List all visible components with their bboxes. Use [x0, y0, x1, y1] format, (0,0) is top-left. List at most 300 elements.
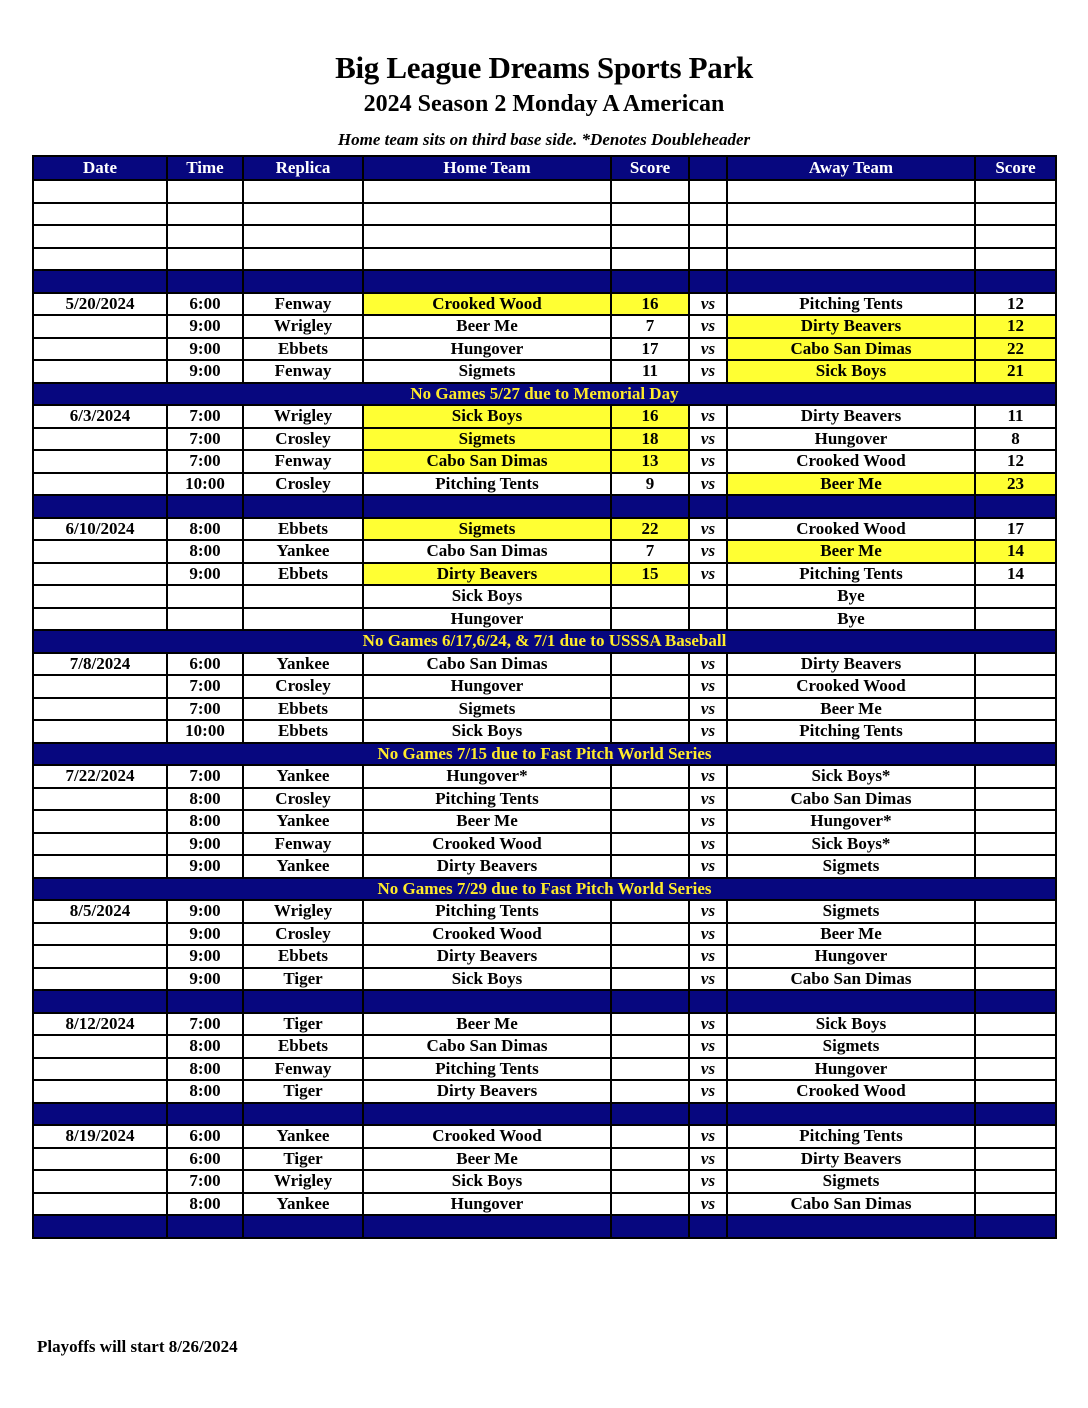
date-cell [33, 180, 167, 203]
separator-cell [33, 270, 167, 293]
header-row [33, 156, 1056, 180]
separator-cell [363, 1215, 611, 1238]
time-cell: 9:00 [167, 563, 243, 586]
home-team-cell [363, 203, 611, 226]
vs-cell: vs [689, 450, 727, 473]
time-cell [167, 608, 243, 631]
vs-cell: vs [689, 923, 727, 946]
time-cell: 8:00 [167, 810, 243, 833]
away-team-cell: Crooked Wood [727, 1080, 975, 1103]
vs-cell: vs [689, 1013, 727, 1036]
away-team-cell: Sigmets [727, 1170, 975, 1193]
home-score-cell [611, 765, 689, 788]
vs-cell: vs [689, 360, 727, 383]
away-score-cell [975, 180, 1056, 203]
replica-cell: Wrigley [243, 1170, 363, 1193]
away-score-cell: 17 [975, 518, 1056, 541]
game-row [33, 788, 1056, 811]
separator-cell [611, 990, 689, 1013]
separator-cell [975, 270, 1056, 293]
away-team-cell: Beer Me [727, 540, 975, 563]
away-team-cell: Dirty Beavers [727, 315, 975, 338]
away-team-cell [727, 180, 975, 203]
away-score-cell: 12 [975, 450, 1056, 473]
home-score-cell [611, 1170, 689, 1193]
away-team-cell: Dirty Beavers [727, 1148, 975, 1171]
away-team-cell: Beer Me [727, 698, 975, 721]
game-row [33, 1058, 1056, 1081]
vs-cell [689, 225, 727, 248]
home-score-cell [611, 945, 689, 968]
vs-cell: vs [689, 1035, 727, 1058]
away-score-cell: 12 [975, 293, 1056, 316]
vs-cell: vs [689, 428, 727, 451]
separator-cell [975, 1215, 1056, 1238]
time-cell: 8:00 [167, 788, 243, 811]
separator-cell [689, 270, 727, 293]
game-row [33, 1170, 1056, 1193]
home-team-cell: Pitching Tents [363, 900, 611, 923]
date-cell: 8/12/2024 [33, 1013, 167, 1036]
away-team-cell: Cabo San Dimas [727, 338, 975, 361]
separator-cell [33, 1215, 167, 1238]
away-score-cell [975, 923, 1056, 946]
bye-row [33, 608, 1056, 631]
time-cell: 7:00 [167, 1013, 243, 1036]
game-row [33, 360, 1056, 383]
home-team-cell: Dirty Beavers [363, 1080, 611, 1103]
separator-cell [975, 495, 1056, 518]
home-team-cell: Dirty Beavers [363, 945, 611, 968]
replica-cell: Yankee [243, 810, 363, 833]
vs-cell: vs [689, 1148, 727, 1171]
replica-cell: Fenway [243, 293, 363, 316]
date-cell: 7/8/2024 [33, 653, 167, 676]
game-row [33, 1035, 1056, 1058]
away-score-cell: 14 [975, 540, 1056, 563]
home-score-cell: 15 [611, 563, 689, 586]
date-cell [33, 810, 167, 833]
time-cell: 9:00 [167, 360, 243, 383]
separator-cell [33, 1103, 167, 1126]
replica-cell [243, 248, 363, 271]
separator-cell [727, 270, 975, 293]
away-score-cell [975, 855, 1056, 878]
col-header-date: Date [33, 156, 167, 180]
home-score-cell: 7 [611, 540, 689, 563]
away-score-cell [975, 1035, 1056, 1058]
home-team-cell: Cabo San Dimas [363, 1035, 611, 1058]
date-cell [33, 1193, 167, 1216]
col-header-home-team: Home Team [363, 156, 611, 180]
vs-cell: vs [689, 540, 727, 563]
home-team-cell: Crooked Wood [363, 1125, 611, 1148]
vs-cell: vs [689, 675, 727, 698]
date-cell: 5/20/2024 [33, 293, 167, 316]
replica-cell: Yankee [243, 1193, 363, 1216]
away-score-cell [975, 1148, 1056, 1171]
away-team-cell: Cabo San Dimas [727, 968, 975, 991]
separator-cell [727, 1103, 975, 1126]
date-cell [33, 450, 167, 473]
home-team-cell: Beer Me [363, 810, 611, 833]
date-cell [33, 338, 167, 361]
vs-cell: vs [689, 405, 727, 428]
home-team-cell: Sick Boys [363, 585, 611, 608]
time-cell: 9:00 [167, 968, 243, 991]
vs-cell: vs [689, 338, 727, 361]
replica-cell: Ebbets [243, 720, 363, 743]
date-cell [33, 585, 167, 608]
away-score-cell: 8 [975, 428, 1056, 451]
replica-cell: Tiger [243, 1013, 363, 1036]
separator-row [33, 495, 1056, 518]
banner-row [33, 878, 1056, 901]
home-team-cell: Hungover [363, 1193, 611, 1216]
game-row [33, 1193, 1056, 1216]
game-row [33, 563, 1056, 586]
col-header-home-score: Score [611, 156, 689, 180]
away-team-cell [727, 203, 975, 226]
replica-cell: Wrigley [243, 900, 363, 923]
away-score-cell [975, 1193, 1056, 1216]
away-team-cell: Bye [727, 608, 975, 631]
away-team-cell: Beer Me [727, 923, 975, 946]
home-score-cell [611, 1125, 689, 1148]
home-score-cell: 9 [611, 473, 689, 496]
game-row [33, 315, 1056, 338]
game-row [33, 833, 1056, 856]
vs-cell: vs [689, 1193, 727, 1216]
replica-cell: Yankee [243, 653, 363, 676]
game-row [33, 473, 1056, 496]
home-team-cell: Sick Boys [363, 720, 611, 743]
vs-cell [689, 203, 727, 226]
replica-cell [243, 180, 363, 203]
home-score-cell: 7 [611, 315, 689, 338]
col-header-vs [689, 156, 727, 180]
home-team-cell: Beer Me [363, 315, 611, 338]
away-team-cell: Cabo San Dimas [727, 788, 975, 811]
home-score-cell: 16 [611, 405, 689, 428]
away-score-cell [975, 810, 1056, 833]
replica-cell: Ebbets [243, 698, 363, 721]
vs-cell: vs [689, 698, 727, 721]
replica-cell: Ebbets [243, 563, 363, 586]
separator-cell [611, 270, 689, 293]
vs-cell: vs [689, 315, 727, 338]
date-cell [33, 788, 167, 811]
game-row [33, 1148, 1056, 1171]
replica-cell [243, 203, 363, 226]
game-row [33, 968, 1056, 991]
home-score-cell [611, 698, 689, 721]
home-score-cell [611, 1058, 689, 1081]
date-cell [33, 315, 167, 338]
time-cell: 6:00 [167, 293, 243, 316]
away-score-cell [975, 1058, 1056, 1081]
replica-cell: Yankee [243, 765, 363, 788]
away-score-cell [975, 203, 1056, 226]
away-score-cell [975, 720, 1056, 743]
vs-cell: vs [689, 833, 727, 856]
vs-cell: vs [689, 563, 727, 586]
banner-text: No Games 7/15 due to Fast Pitch World Series [33, 743, 1056, 766]
date-cell [33, 248, 167, 271]
away-team-cell: Sigmets [727, 855, 975, 878]
col-header-away-team: Away Team [727, 156, 975, 180]
col-header-replica: Replica [243, 156, 363, 180]
away-score-cell [975, 1170, 1056, 1193]
vs-cell: vs [689, 1125, 727, 1148]
away-score-cell [975, 945, 1056, 968]
away-team-cell: Hungover* [727, 810, 975, 833]
time-cell: 10:00 [167, 720, 243, 743]
replica-cell: Fenway [243, 833, 363, 856]
away-score-cell [975, 248, 1056, 271]
date-cell [33, 923, 167, 946]
time-cell: 8:00 [167, 1080, 243, 1103]
date-cell [33, 473, 167, 496]
home-team-cell: Pitching Tents [363, 473, 611, 496]
game-row [33, 338, 1056, 361]
separator-cell [975, 990, 1056, 1013]
away-team-cell: Pitching Tents [727, 293, 975, 316]
home-score-cell: 22 [611, 518, 689, 541]
away-score-cell [975, 675, 1056, 698]
separator-cell [689, 1103, 727, 1126]
game-row [33, 1080, 1056, 1103]
home-score-cell [611, 923, 689, 946]
away-team-cell: Beer Me [727, 473, 975, 496]
separator-row [33, 990, 1056, 1013]
home-score-cell: 16 [611, 293, 689, 316]
vs-cell: vs [689, 810, 727, 833]
home-team-cell: Pitching Tents [363, 1058, 611, 1081]
replica-cell: Ebbets [243, 945, 363, 968]
date-cell [33, 855, 167, 878]
replica-cell [243, 585, 363, 608]
home-score-cell [611, 585, 689, 608]
page-title: Big League Dreams Sports Park [335, 50, 753, 85]
away-score-cell [975, 608, 1056, 631]
date-cell [33, 360, 167, 383]
away-score-cell: 11 [975, 405, 1056, 428]
away-score-cell [975, 833, 1056, 856]
vs-cell [689, 248, 727, 271]
vs-cell: vs [689, 473, 727, 496]
date-cell [33, 608, 167, 631]
game-row [33, 1013, 1056, 1036]
time-cell: 7:00 [167, 698, 243, 721]
time-cell: 6:00 [167, 653, 243, 676]
time-cell [167, 180, 243, 203]
replica-cell [243, 608, 363, 631]
vs-cell [689, 180, 727, 203]
vs-cell: vs [689, 293, 727, 316]
blank-row [33, 203, 1056, 226]
time-cell: 9:00 [167, 833, 243, 856]
game-row [33, 765, 1056, 788]
date-cell [33, 1170, 167, 1193]
vs-cell: vs [689, 788, 727, 811]
home-team-cell: Sick Boys [363, 405, 611, 428]
time-cell: 9:00 [167, 855, 243, 878]
home-score-cell [611, 180, 689, 203]
away-score-cell [975, 1080, 1056, 1103]
away-team-cell: Pitching Tents [727, 563, 975, 586]
vs-cell: vs [689, 855, 727, 878]
home-score-cell: 18 [611, 428, 689, 451]
home-team-cell: Dirty Beavers [363, 855, 611, 878]
home-score-cell [611, 788, 689, 811]
banner-text: No Games 7/29 due to Fast Pitch World Series [33, 878, 1056, 901]
time-cell: 9:00 [167, 945, 243, 968]
time-cell [167, 248, 243, 271]
separator-cell [363, 495, 611, 518]
away-team-cell: Sick Boys* [727, 833, 975, 856]
home-team-cell: Cabo San Dimas [363, 653, 611, 676]
date-cell [33, 945, 167, 968]
separator-cell [689, 990, 727, 1013]
away-team-cell: Dirty Beavers [727, 405, 975, 428]
date-cell [33, 1058, 167, 1081]
time-cell: 6:00 [167, 1125, 243, 1148]
game-row [33, 900, 1056, 923]
date-cell: 6/10/2024 [33, 518, 167, 541]
home-score-cell [611, 248, 689, 271]
home-team-cell: Hungover* [363, 765, 611, 788]
separator-cell [243, 495, 363, 518]
away-team-cell: Hungover [727, 1058, 975, 1081]
date-cell [33, 1035, 167, 1058]
page-subtitle: 2024 Season 2 Monday A American [363, 91, 725, 117]
separator-cell [243, 1103, 363, 1126]
home-score-cell [611, 675, 689, 698]
home-team-cell: Dirty Beavers [363, 563, 611, 586]
away-team-cell: Sigmets [727, 1035, 975, 1058]
date-cell [33, 698, 167, 721]
vs-cell: vs [689, 720, 727, 743]
separator-row [33, 1215, 1056, 1238]
away-team-cell: Sick Boys [727, 360, 975, 383]
away-score-cell [975, 698, 1056, 721]
time-cell: 8:00 [167, 540, 243, 563]
replica-cell: Fenway [243, 450, 363, 473]
home-score-cell: 17 [611, 338, 689, 361]
date-cell [33, 675, 167, 698]
away-team-cell: Sigmets [727, 900, 975, 923]
game-row [33, 675, 1056, 698]
away-score-cell [975, 765, 1056, 788]
home-team-cell: Sick Boys [363, 968, 611, 991]
home-team-cell: Cabo San Dimas [363, 540, 611, 563]
separator-cell [727, 495, 975, 518]
replica-cell: Tiger [243, 1080, 363, 1103]
away-team-cell: Dirty Beavers [727, 653, 975, 676]
home-team-cell: Cabo San Dimas [363, 450, 611, 473]
time-cell [167, 585, 243, 608]
date-cell [33, 833, 167, 856]
game-row [33, 518, 1056, 541]
separator-cell [689, 495, 727, 518]
replica-cell: Crosley [243, 923, 363, 946]
date-cell: 7/22/2024 [33, 765, 167, 788]
home-score-cell [611, 1035, 689, 1058]
away-team-cell: Hungover [727, 945, 975, 968]
separator-cell [727, 990, 975, 1013]
separator-cell [611, 1215, 689, 1238]
vs-cell: vs [689, 518, 727, 541]
game-row [33, 405, 1056, 428]
home-score-cell [611, 608, 689, 631]
time-cell: 7:00 [167, 428, 243, 451]
separator-cell [363, 1103, 611, 1126]
game-row [33, 653, 1056, 676]
away-team-cell: Crooked Wood [727, 675, 975, 698]
away-team-cell: Bye [727, 585, 975, 608]
separator-row [33, 1103, 1056, 1126]
home-score-cell [611, 810, 689, 833]
away-team-cell: Cabo San Dimas [727, 1193, 975, 1216]
time-cell: 9:00 [167, 315, 243, 338]
replica-cell: Ebbets [243, 1035, 363, 1058]
vs-cell: vs [689, 900, 727, 923]
date-cell [33, 1080, 167, 1103]
separator-cell [363, 990, 611, 1013]
home-score-cell [611, 203, 689, 226]
blank-row [33, 180, 1056, 203]
game-row [33, 698, 1056, 721]
game-row [33, 540, 1056, 563]
separator-cell [33, 495, 167, 518]
home-score-cell [611, 1193, 689, 1216]
banner-row [33, 630, 1056, 653]
schedule-body [33, 180, 1056, 1238]
date-cell [33, 540, 167, 563]
vs-cell: vs [689, 968, 727, 991]
time-cell: 8:00 [167, 1035, 243, 1058]
banner-row [33, 383, 1056, 406]
home-team-cell: Hungover [363, 608, 611, 631]
home-team-cell: Crooked Wood [363, 833, 611, 856]
replica-cell: Fenway [243, 360, 363, 383]
separator-cell [243, 270, 363, 293]
home-team-cell: Crooked Wood [363, 293, 611, 316]
vs-cell: vs [689, 1170, 727, 1193]
home-team-cell: Sigmets [363, 518, 611, 541]
separator-row [33, 270, 1056, 293]
home-score-cell: 13 [611, 450, 689, 473]
replica-cell: Tiger [243, 968, 363, 991]
col-header-time: Time [167, 156, 243, 180]
col-header-away-score: Score [975, 156, 1056, 180]
vs-cell: vs [689, 1058, 727, 1081]
separator-cell [167, 1103, 243, 1126]
date-cell: 8/5/2024 [33, 900, 167, 923]
home-score-cell [611, 225, 689, 248]
away-score-cell: 14 [975, 563, 1056, 586]
replica-cell: Crosley [243, 675, 363, 698]
separator-cell [611, 495, 689, 518]
time-cell: 8:00 [167, 1193, 243, 1216]
vs-cell: vs [689, 945, 727, 968]
replica-cell: Yankee [243, 1125, 363, 1148]
away-score-cell [975, 585, 1056, 608]
away-team-cell: Pitching Tents [727, 720, 975, 743]
time-cell: 8:00 [167, 1058, 243, 1081]
separator-cell [727, 1215, 975, 1238]
